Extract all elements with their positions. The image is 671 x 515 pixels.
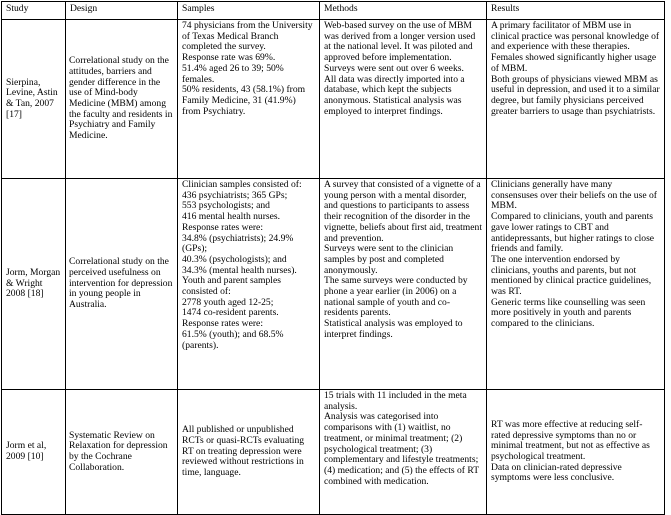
- samples-line: 40.3% (psychologists); and: [182, 253, 287, 265]
- samples-line: 34.3% (mental health nurses).: [182, 264, 297, 276]
- samples-cell: [178, 390, 320, 515]
- studies-table: [1, 1, 665, 515]
- samples-cell: [178, 20, 320, 179]
- study-cell: Sierpina, Levine, Astin & Tan, 2007 [17]: [2, 20, 66, 179]
- methods-line: Surveys were sent out over 6 weeks.: [324, 62, 464, 74]
- study-cell: Jorm et al, 2009 [10]: [2, 390, 66, 515]
- header-study: Study: [2, 2, 66, 20]
- methods-line: All data was directly imported into a database, which kept the subjects anonymous. Statistical analysis was employed to interpret findings.: [324, 73, 465, 117]
- results-cell: [487, 20, 665, 179]
- samples-cell: [178, 179, 320, 390]
- methods-line: The same surveys were conducted by phone a year earlier (in 2006) on a national sample of youth and co-residents parents.: [324, 275, 468, 319]
- samples-line: 34.8% (psychiatrists); 24.9% (GPs);: [182, 232, 294, 255]
- table-row: [2, 20, 665, 179]
- samples-line: 553 psychologists; and: [182, 200, 270, 212]
- table-row: [2, 179, 665, 390]
- results-cell: [487, 390, 665, 515]
- methods-cell: [320, 20, 487, 179]
- header-design: Design: [66, 2, 178, 20]
- samples-line: Clinician samples consisted of:: [182, 179, 302, 190]
- samples-line: 2778 youth aged 12-25;: [182, 296, 274, 308]
- header-methods: Methods: [320, 2, 487, 20]
- table-row: [2, 390, 665, 515]
- methods-line: Surveys were sent to the clinician samples by post and completed anonymously.: [324, 243, 454, 276]
- results-line: Clinicians generally have many consensuses over their beliefs on the use of MBM.: [491, 179, 657, 212]
- samples-line: Response rates were:: [182, 221, 263, 233]
- samples-line: 51.4% aged 26 to 39; 50% females.: [182, 62, 284, 85]
- methods-line: 15 trials with 11 included in the meta analysis.: [324, 390, 467, 412]
- results-line: Both groups of physicians viewed MBM as useful in depression, and used it to a similar degree, but family physicians perceived greater barriers to usage than psychiatrists.: [491, 73, 660, 117]
- samples-line: All published or unpublished RCTs or quasi-RCTs evaluating RT on treating depression were reviewed without restrictions in time, language.: [182, 424, 305, 479]
- samples-line: Response rates were:: [182, 318, 263, 330]
- methods-cell: [320, 179, 487, 390]
- methods-line: Statistical analysis was employed to interpret findings.: [324, 318, 463, 340]
- results-line: Females showed significantly higher usage of MBM.: [491, 52, 657, 74]
- methods-line: Analysis was categorised into comparisons with (1) waitlist, no treatment, or minimal treatment; (2) psychological treatment; (3) complementary and lifestyle treatments; (4) medication; and (5) the effects of RT combined with medication.: [324, 411, 479, 487]
- results-line: The one intervention endorsed by clinicians, youths and parents, but not mentioned by clinical practice guidelines, was RT.: [491, 253, 652, 298]
- samples-line: 416 mental health nurses.: [182, 211, 281, 223]
- design-cell: Systematic Review on Relaxation for depression by the Cochrane Collaboration.: [66, 390, 178, 515]
- results-line: Compared to clinicians, youth and parents gave lower ratings to CBT and antidepressants, but higher ratings to close friends and family.: [491, 211, 655, 255]
- results-line: Data on clinician-rated depressive symptoms were less conclusive.: [491, 461, 622, 484]
- samples-line: Response rate was 69%.: [182, 52, 276, 64]
- methods-line: Web-based survey on the use of MBM was derived from a longer version used at the national level. It was piloted and approved before implementation.: [324, 20, 476, 64]
- methods-line: A survey that consisted of a vignette of a young person with a mental disorder, and questions to participants to assess their recognition of the disorder in the vignette, beliefs about first aid, treatment and prevention.: [324, 179, 482, 244]
- samples-line: 1474 co-resident parents.: [182, 307, 279, 319]
- samples-line: 50% residents, 43 (58.1%) from Family Medicine, 31 (41.9%) from Psychiatry.: [182, 84, 306, 117]
- design-cell: Correlational study on the perceived usefulness on intervention for depression in young people in Australia.: [66, 179, 178, 390]
- design-cell: Correlational study on the attitudes, barriers and gender difference in the use of Mind-body Medicine (MBM) among the faculty and residents in Psychiatry and Family Medicine.: [66, 20, 178, 179]
- samples-line: Youth and parent samples consisted of:: [182, 275, 281, 298]
- header-samples: Samples: [178, 2, 320, 20]
- samples-line: 436 psychiatrists; 365 GPs;: [182, 189, 288, 201]
- methods-cell: [320, 390, 487, 515]
- results-line: RT was more effective at reducing self-rated depressive symptoms than no or minimal treatment, but not as effective as psychological treatment.: [491, 418, 650, 462]
- results-cell: [487, 179, 665, 390]
- results-line: Generic terms like counselling was seen more positively in youth and parents compared to the clinicians.: [491, 296, 646, 330]
- samples-line: 74 physicians from the University of Texas Medical Branch completed the survey.: [182, 20, 313, 53]
- header-row: [2, 2, 665, 20]
- study-cell: Jorm, Morgan & Wright 2008 [18]: [2, 179, 66, 390]
- results-line: A primary facilitator of MBM use in clinical practice was personal knowledge of and experience with these therapies.: [491, 20, 660, 53]
- header-results: Results: [487, 2, 665, 20]
- samples-line: 61.5% (youth); and 68.5% (parents).: [182, 328, 284, 351]
